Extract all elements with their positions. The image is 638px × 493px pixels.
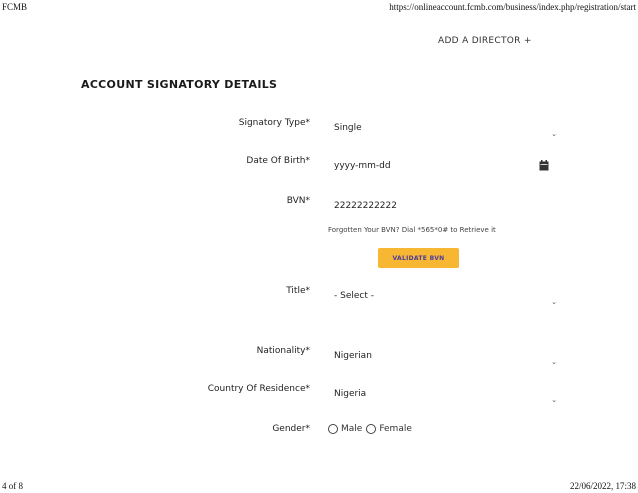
bvn-hint: Forgotten Your BVN? Dial *565*0# to Retrieve it xyxy=(328,226,496,234)
gender-option-female[interactable] xyxy=(366,424,412,434)
title-label: Title* xyxy=(286,286,310,296)
nationality-row xyxy=(0,346,638,370)
title-select[interactable] xyxy=(329,286,561,306)
print-url: https://onlineaccount.fcmb.com/business/index.php/registration/start xyxy=(389,2,636,12)
print-page-number: 4 of 8 xyxy=(2,481,23,491)
bvn-value: 22222222222 xyxy=(334,201,397,211)
country-of-residence-label: Country Of Residence* xyxy=(207,384,310,394)
bvn-input[interactable] xyxy=(329,196,561,216)
date-of-birth-placeholder: yyyy-mm-dd xyxy=(334,161,391,171)
radio-button[interactable] xyxy=(328,424,338,434)
signatory-type-select[interactable] xyxy=(329,118,561,138)
print-datetime: 22/06/2022, 17:38 xyxy=(569,481,636,491)
chevron-down-icon: ⌄ xyxy=(551,396,557,404)
gender-label: Gender* xyxy=(272,424,310,434)
date-of-birth-row xyxy=(0,156,638,180)
section-title: ACCOUNT SIGNATORY DETAILS xyxy=(81,78,278,91)
gender-option-male[interactable] xyxy=(328,424,362,434)
chevron-down-icon: ⌄ xyxy=(551,298,557,306)
bvn-row xyxy=(0,196,638,220)
calendar-icon[interactable] xyxy=(539,160,549,171)
title-row xyxy=(0,286,638,310)
title-value: - Select - xyxy=(334,291,374,301)
gender-row xyxy=(0,424,638,448)
signatory-type-row xyxy=(0,118,638,142)
nationality-value: Nigerian xyxy=(334,351,372,361)
print-site-name: FCMB xyxy=(2,2,28,12)
nationality-select[interactable] xyxy=(329,346,561,366)
radio-button[interactable] xyxy=(366,424,376,434)
gender-female-label: Female xyxy=(379,424,412,434)
validate-bvn-button[interactable]: VALIDATE BVN xyxy=(378,248,459,268)
nationality-label: Nationality* xyxy=(256,346,310,356)
country-of-residence-value: Nigeria xyxy=(334,389,367,399)
country-of-residence-select[interactable] xyxy=(329,384,561,404)
gender-male-label: Male xyxy=(341,424,363,434)
date-of-birth-label: Date Of Birth* xyxy=(246,156,310,166)
signatory-type-value: Single xyxy=(334,123,362,133)
signatory-type-label: Signatory Type* xyxy=(238,118,310,128)
country-of-residence-row xyxy=(0,384,638,408)
chevron-down-icon: ⌄ xyxy=(551,358,557,366)
gender-radio-group xyxy=(328,424,412,434)
bvn-label: BVN* xyxy=(286,196,310,206)
date-of-birth-input[interactable] xyxy=(329,156,561,176)
add-director-link[interactable]: ADD A DIRECTOR + xyxy=(438,36,532,46)
chevron-down-icon: ⌄ xyxy=(551,130,557,138)
